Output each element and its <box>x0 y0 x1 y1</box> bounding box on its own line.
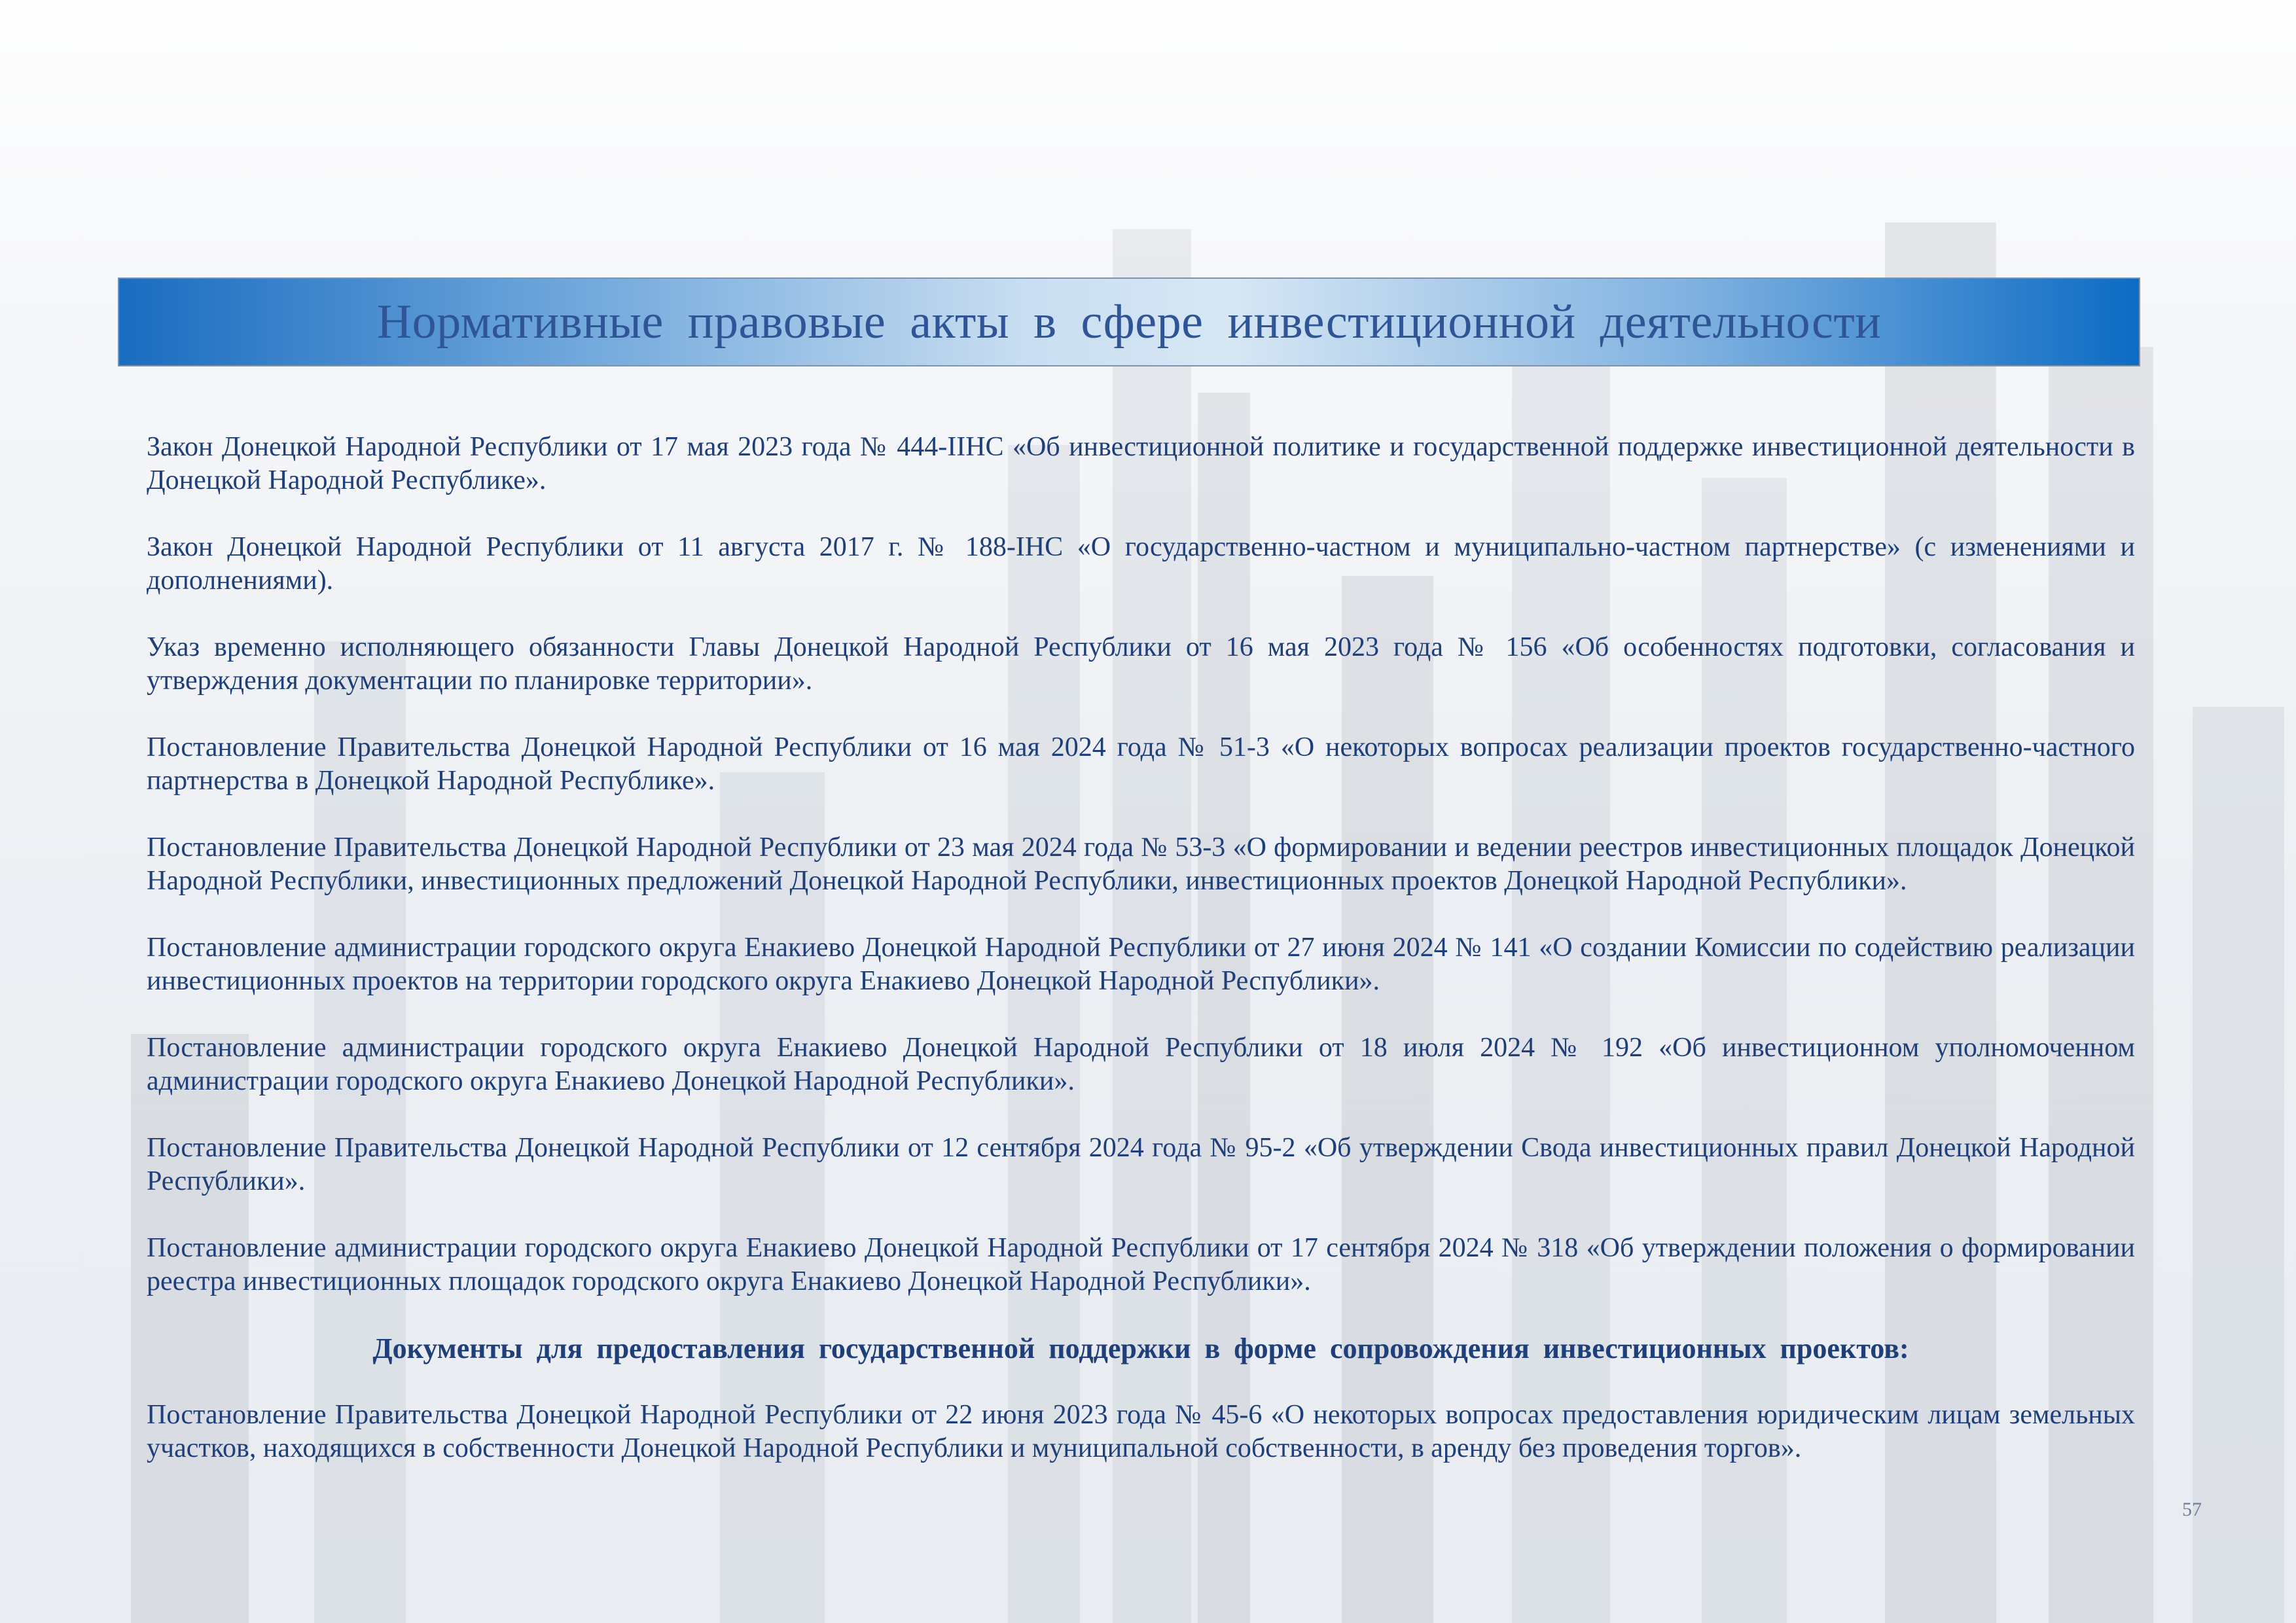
page-title: Нормативные правовые акты в сфере инвестиционной деятельности <box>376 294 1882 349</box>
legal-act-paragraph: Постановление администрации городского округа Енакиево Донецкой Народной Республики от 27 июня 2024 № 141 «О создании Комиссии по содействию реализации инвестиционных проектов на территории городского округа Енакиево Донецкой Народной Республики». <box>147 933 2135 996</box>
legal-act-paragraph: Постановление Правительства Донецкой Народной Республики от 16 мая 2024 года № 51-3 «О некоторых вопросах реализации проектов государственно-частного партнерства в Донецкой Народной Республике». <box>147 732 2135 796</box>
legal-act-paragraph: Постановление Правительства Донецкой Народной Республики от 12 сентября 2024 года № 95-2 «Об утверждении Свода инвестиционных правил Донецкой Народной Республики». <box>147 1133 2135 1196</box>
document-body <box>147 431 2135 1499</box>
support-documents-heading: Документы для предоставления государственной поддержки в форме сопровождения инвестиционных проектов: <box>372 1332 1909 1364</box>
title-banner <box>118 277 2140 366</box>
legal-act-paragraph: Постановление администрации городского округа Енакиево Донецкой Народной Республики от 18 июля 2024 № 192 «Об инвестиционном уполномоченном администрации городского округа Енакиево Донецкой Народной Республики». <box>147 1033 2135 1096</box>
legal-act-paragraph: Закон Донецкой Народной Республики от 17 мая 2023 года № 444-IIНС «Об инвестиционной политике и государственной поддержке инвестиционной деятельности в Донецкой Народной Республике». <box>147 432 2135 495</box>
legal-act-paragraph: Постановление Правительства Донецкой Народной Республики от 23 мая 2024 года № 53-3 «О формировании и ведении реестров инвестиционных площадок Донецкой Народной Республики, инвестиционных предложений Донецкой Народной Республики, инвестиционных проектов Донецкой Народной Республики». <box>147 832 2135 896</box>
legal-act-paragraph: Закон Донецкой Народной Республики от 11 августа 2017 г. № 188-IНС «О государственно-частном и муниципально-частном партнерстве» (с изменениями и дополнениями). <box>147 532 2135 596</box>
support-document-paragraph: Постановление Правительства Донецкой Народной Республики от 22 июня 2023 года № 45-6 «О некоторых вопросах предоставления юридическим лицам земельных участков, находящихся в собственности Донецкой Народной Республики и муниципальной собственности, в аренду без проведения торгов». <box>147 1400 2135 1463</box>
legal-act-paragraph: Указ временно исполняющего обязанности Главы Донецкой Народной Республики от 16 мая 2023 года № 156 «Об особенностях подготовки, согласования и утверждения документации по планировке территории». <box>147 632 2135 696</box>
page-number: 57 <box>2182 1499 2202 1520</box>
legal-act-paragraph: Постановление администрации городского округа Енакиево Донецкой Народной Республики от 17 сентября 2024 № 318 «Об утверждении положения о формировании реестра инвестиционных площадок городского округа Енакиево Донецкой Народной Республики». <box>147 1233 2135 1296</box>
